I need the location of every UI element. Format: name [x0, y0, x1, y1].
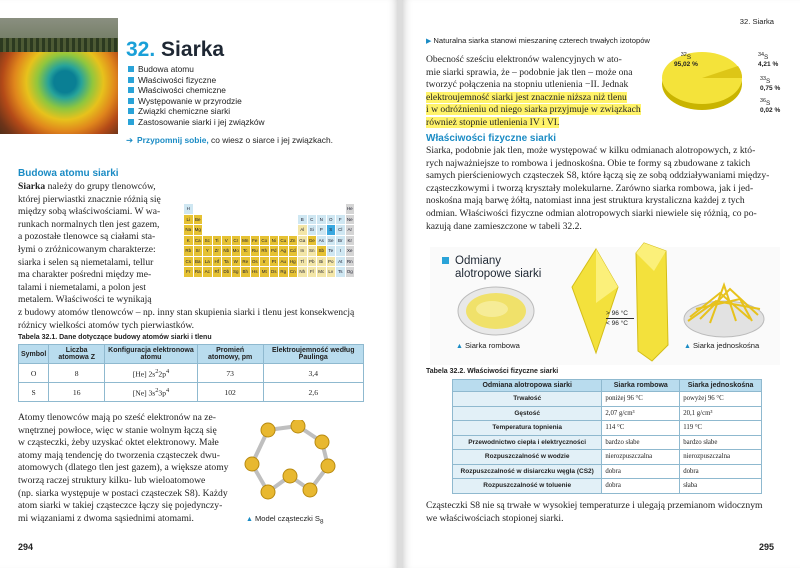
element-cell: Ts — [336, 267, 345, 277]
element-cell: H — [184, 204, 193, 214]
element-cell: Ba — [194, 257, 203, 267]
paragraph-allotropes: Siarka, podobnie jak tlen, może występować w kilku odmianach alotropowych, z któ- rych najważniejsze to rombowa i jednoskośna. Obie te formy są zbudowane z takich samych pierścieniowych cząsteczek S8, które łączą się ze sobą oddziaływaniami między- cząsteczkowymi i tworzą kryształy molekularne. Zarówno siarka rombowa, jak i jed- noskośna mają barwę żółtą, natomiast inna jest struktura krystaliczna każdej z tych odmian. Właściwości fizyczne odmian alotropowych siarki niewiele się różnią, co po- kazują dane zamieszczone w tabeli 32.2. — [426, 145, 770, 232]
element-cell: N — [317, 215, 326, 225]
paragraph-valence: Obecność sześciu elektronów walencyjnych w ato- mie siarki sprawia, że – podobnie jak tlen – może ona tworzyć połączenia na stopniu utlenienia −II. Jednak elektroujemność siarki jest znacznie niższa niż tlenu i w odróżnieniu od niego siarka przyjmuje w związkach również stopnie utlenienia IV i VI. — [426, 54, 641, 128]
element-cell: S — [327, 225, 336, 235]
element-cell: Cn — [289, 267, 298, 277]
paragraph-melt: Cząsteczki S8 nie są trwałe w wysokiej temperaturze i ulegają przemianom widocznym we właściwościach stopionej siarki. — [426, 500, 763, 524]
triangle-marker-icon: ▲ — [684, 343, 691, 350]
isotope-label-34: $^{34}$S 4,21 % — [758, 52, 779, 69]
topic-item: Zastosowanie siarki i jej związków — [128, 117, 265, 128]
element-cell: Hs — [251, 267, 260, 277]
periodic-table — [184, 204, 354, 278]
section-heading-physical: Właściwości fizyczne siarki — [426, 133, 557, 144]
triangle-marker-icon: ▶ — [426, 38, 432, 45]
table-row: Przewodnictwo ciepła i elektryczności bardzo słabe bardzo słabe — [453, 435, 762, 450]
element-cell: Rf — [213, 267, 222, 277]
element-cell: Rh — [260, 246, 269, 256]
element-cell: V — [222, 236, 231, 246]
element-cell: Mt — [260, 267, 269, 277]
element-cell: K — [184, 236, 193, 246]
element-cell: Y — [203, 246, 212, 256]
periodic-row — [184, 204, 354, 214]
topic-item: Związki chemiczne siarki — [128, 106, 265, 117]
topic-item: Właściwości chemiczne — [128, 85, 265, 96]
element-cell: Re — [241, 257, 250, 267]
element-cell: Sb — [317, 246, 326, 256]
chapter-topic-list — [128, 64, 265, 128]
caption-rombowa: ▲ Siarka rombowa — [456, 341, 520, 350]
element-cell: Ge — [308, 236, 317, 246]
element-cell: Kr — [346, 236, 355, 246]
element-cell: Ga — [298, 236, 307, 246]
element-cell: Al — [298, 225, 307, 235]
element-cell: Nb — [222, 246, 231, 256]
chapter-title: 32. Siarka — [126, 38, 225, 61]
sulfur-crystals-model — [556, 241, 696, 365]
element-cell: La — [203, 257, 212, 267]
periodic-row — [184, 246, 354, 256]
element-cell: F — [336, 215, 345, 225]
element-cell: Sg — [232, 267, 241, 277]
element-cell: Mo — [232, 246, 241, 256]
table1-caption: Tabela 32.1. Dane dotyczące budowy atomów siarki i tlenu — [18, 334, 212, 341]
square-marker-icon — [442, 257, 449, 264]
element-cell: Mg — [194, 225, 203, 235]
element-cell: Cr — [232, 236, 241, 246]
element-cell: Ir — [260, 257, 269, 267]
element-cell: Se — [327, 236, 336, 246]
allotropes-figure — [430, 247, 780, 365]
atom-data-table — [18, 344, 364, 402]
element-cell: Ra — [194, 267, 203, 277]
section-heading-atom: Budowa atomu siarki — [18, 168, 119, 179]
right-page — [402, 0, 800, 568]
table-header: Odmiana alotropowa siarki — [453, 380, 602, 392]
element-cell: Cu — [279, 236, 288, 246]
element-cell: Tl — [298, 257, 307, 267]
table-row: Rozpuszczalność w disiarczku węgla (CS2) dobra dobra — [453, 464, 762, 479]
element-cell: As — [317, 236, 326, 246]
caption-jednoskosna: ▲ Siarka jednoskośna — [684, 341, 760, 350]
transition-arrows: > 96 °C < 96 °C — [606, 309, 634, 328]
element-cell: Sc — [203, 236, 212, 246]
table-header: Siarka rombowa — [602, 380, 680, 392]
element-cell: P — [317, 225, 326, 235]
element-cell: At — [336, 257, 345, 267]
element-cell: Ti — [213, 236, 222, 246]
table-header: Promień atomowy, pm — [197, 345, 263, 364]
figure-title: Odmiany alotropowe siarki — [442, 255, 541, 281]
element-cell: Si — [308, 225, 317, 235]
element-cell: Lv — [327, 267, 336, 277]
element-cell: Rg — [279, 267, 288, 277]
periodic-row — [184, 225, 354, 235]
element-cell: Zn — [289, 236, 298, 246]
periodic-row — [184, 267, 354, 277]
element-cell: Br — [336, 236, 345, 246]
element-cell: W — [232, 257, 241, 267]
element-cell: Pb — [308, 257, 317, 267]
topic-item: Budowa atomu — [128, 64, 265, 75]
table-row: Trwałość poniżej 96 °C powyżej 96 °C — [453, 392, 762, 407]
table-row: Gęstość 2,07 g/cm³ 20,1 g/cm³ — [453, 406, 762, 421]
element-cell: Te — [327, 246, 336, 256]
element-cell: Zr — [213, 246, 222, 256]
element-cell: I — [336, 246, 345, 256]
element-cell: Cs — [184, 257, 193, 267]
element-cell: Pt — [270, 257, 279, 267]
element-cell: Xe — [346, 246, 355, 256]
element-cell: Hg — [289, 257, 298, 267]
table-row: Temperatura topnienia 114 °C 119 °C — [453, 421, 762, 436]
isotope-label-32: $^{32}$S 95,02 % — [674, 52, 698, 69]
element-cell: Fe — [251, 236, 260, 246]
table-row: S 16 [Ne] $3s^23p^4$ 102 2,6 — [19, 383, 364, 402]
element-cell: Ne — [346, 215, 355, 225]
running-header: 32. Siarka — [739, 17, 774, 26]
element-cell: Hf — [213, 257, 222, 267]
periodic-row — [184, 257, 354, 267]
element-cell: Ta — [222, 257, 231, 267]
isotope-label-36: $^{36}$S 0,02 % — [760, 98, 781, 115]
element-cell: Sr — [194, 246, 203, 256]
element-cell: Rn — [346, 257, 355, 267]
isotope-label-33: $^{33}$S 0,75 % — [760, 76, 781, 93]
element-cell: Mc — [317, 267, 326, 277]
periodic-row — [184, 215, 354, 225]
triangle-marker-icon: ▲ — [456, 343, 463, 350]
element-cell: O — [327, 215, 336, 225]
monoclinic-sulfur-photo — [680, 279, 768, 341]
topic-item: Występowanie w przyrodzie — [128, 96, 265, 107]
left-page — [0, 0, 398, 568]
element-cell: Cl — [336, 225, 345, 235]
element-cell: Bh — [241, 267, 250, 277]
element-cell: C — [308, 215, 317, 225]
element-cell: He — [346, 204, 355, 214]
element-cell: Ds — [270, 267, 279, 277]
table-row: O 8 [He] $2s^22p^4$ 73 3,4 — [19, 364, 364, 383]
table-header: Konfiguracja elektronowa atomu — [105, 345, 198, 364]
element-cell: Tc — [241, 246, 250, 256]
element-cell: Ag — [279, 246, 288, 256]
element-cell: Cd — [289, 246, 298, 256]
element-cell: Rb — [184, 246, 193, 256]
page-number-right: 295 — [758, 542, 774, 552]
page-number-left: 294 — [18, 542, 34, 552]
element-cell: Ru — [251, 246, 260, 256]
periodic-row — [184, 236, 354, 246]
element-cell: B — [298, 215, 307, 225]
element-cell: Ca — [194, 236, 203, 246]
s8-molecule-model — [240, 420, 340, 508]
element-cell: Fl — [308, 267, 317, 277]
element-cell: Bi — [317, 257, 326, 267]
element-cell: Sn — [308, 246, 317, 256]
remind-note: ➔ Przypomnij sobie, co wiesz o siarce i jej związkach. — [126, 135, 333, 145]
element-cell: Po — [327, 257, 336, 267]
element-cell: Mn — [241, 236, 250, 246]
rhombic-sulfur-photo — [456, 283, 536, 337]
element-cell: Og — [346, 267, 355, 277]
element-cell: Be — [194, 215, 203, 225]
element-cell: Fr — [184, 267, 193, 277]
isotope-caption: ▶ Naturalna siarka stanowi mieszaninę czterech trwałych izotopów — [426, 36, 650, 45]
element-cell: In — [298, 246, 307, 256]
table-header: Symbol — [19, 345, 49, 364]
element-cell: Ar — [346, 225, 355, 235]
molecule-caption: ▲ Model cząsteczki $S_8$ — [246, 514, 324, 526]
element-cell: Nh — [298, 267, 307, 277]
element-cell: Au — [279, 257, 288, 267]
element-cell: Na — [184, 225, 193, 235]
element-cell: Os — [251, 257, 260, 267]
topic-item: Właściwości fizyczne — [128, 75, 265, 86]
triangle-marker-icon: ▲ — [246, 516, 253, 523]
table-header: Elektroujemność według Paulinga — [263, 345, 364, 364]
element-cell: Ac — [203, 267, 212, 277]
element-cell: Pd — [270, 246, 279, 256]
physical-properties-table — [452, 379, 762, 494]
paragraph-intro-tail: z budowy atomów tlenowców – np. inny stan skupienia siarki i tlenu jest konsekwencją różnicy wielkości atomów tych pierwiastków. — [18, 307, 355, 331]
table2-caption: Tabela 32.2. Właściwości fizyczne siarki — [426, 368, 559, 375]
table-row: Rozpuszczalność w toluenie dobra słaba — [453, 479, 762, 494]
paragraph-intro: Siarka należy do grupy tlenowców, której pierwiastki znacznie różnią się między sobą właściwościami. W wa- runkach normalnych tlen jest gazem, a pozostałe tlenowce są ciałami sta- łymi o zróżnicowanym charakterze: siarka i selen są niemetalami, tellur ma charakter pośredni między me- talami i niemetalami, a polon jest metalem. Właściwości te wynikają — [18, 181, 161, 306]
element-cell: Ni — [270, 236, 279, 246]
hot-spring-photo — [0, 18, 118, 134]
element-cell: Li — [184, 215, 193, 225]
paragraph-molecules: Atomy tlenowców mają po sześć elektronów na ze- wnętrznej powłoce, więc w stanie wolnym łączą się w cząsteczki, żeby uzyskać oktet elektronowy. Małe atomy mają tendencję do tworzenia cząsteczek dwu- atomowych (dlatego tlen jest gazem), a większe atomy tworzą raczej struktury kilku- lub wieloatomowe (np. siarka występuje w postaci cząsteczek S8). Każdy atom siarki w takiej cząsteczce łączy się pojedynczy- mi wiązaniami z dwoma sąsiednimi atomami. — [18, 412, 229, 524]
table-header: Liczba atomowa Z — [49, 345, 105, 364]
element-cell: Db — [222, 267, 231, 277]
element-cell: Co — [260, 236, 269, 246]
arrow-right-icon: ➔ — [126, 135, 134, 145]
table-row: Rozpuszczalność w wodzie nierozpuszczalna nierozpuszczalna — [453, 450, 762, 465]
table-header: Siarka jednoskośna — [680, 380, 762, 392]
